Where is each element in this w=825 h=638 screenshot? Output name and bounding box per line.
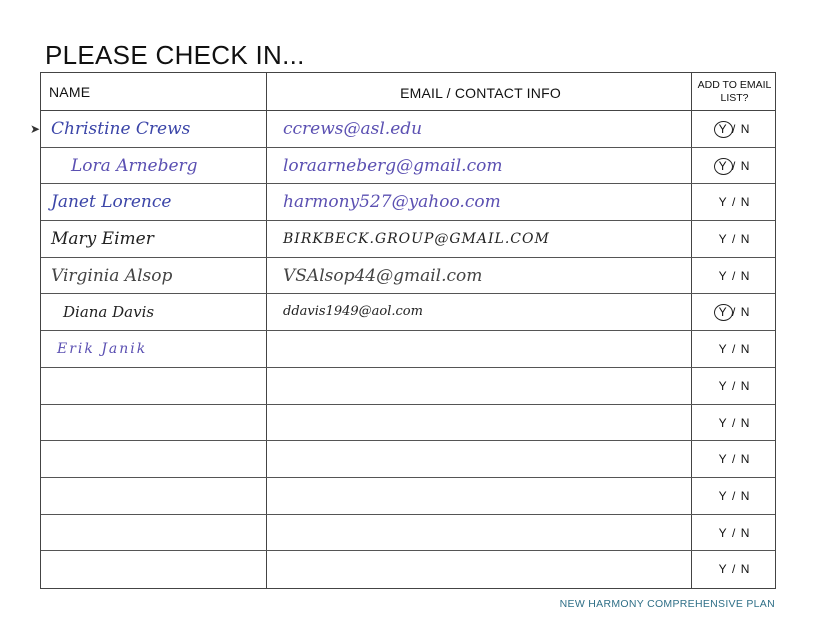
email-cell[interactable]: VSAlsop44@gmail.com	[283, 265, 483, 286]
name-cell[interactable]	[51, 372, 263, 402]
name-cell[interactable]	[51, 482, 263, 512]
yes-no-separator: /	[732, 525, 737, 540]
email-list-choice[interactable]	[692, 294, 777, 330]
email-list-choice[interactable]	[692, 111, 777, 147]
table-row	[41, 478, 775, 515]
yes-option[interactable]: Y	[718, 342, 728, 357]
table-row	[41, 515, 775, 552]
email-list-choice[interactable]	[692, 331, 777, 367]
page-title: PLEASE CHECK IN...	[45, 40, 305, 70]
yes-no-separator: /	[732, 158, 737, 173]
yes-option[interactable]: Y	[718, 268, 728, 283]
name-cell[interactable]: Janet Lorence	[51, 192, 172, 213]
email-list-choice[interactable]	[692, 405, 777, 441]
email-cell[interactable]	[283, 482, 683, 512]
name-cell[interactable]	[51, 519, 263, 549]
yes-no-separator: /	[732, 232, 737, 247]
email-cell[interactable]: BIRKBECK.GROUP@GMAIL.COM	[283, 231, 550, 248]
table-row	[41, 111, 775, 148]
table-header-row	[41, 73, 775, 111]
name-cell[interactable]: Lora Arneberg	[71, 155, 198, 176]
no-option[interactable]: N	[740, 525, 751, 540]
table-row	[41, 368, 775, 405]
name-cell[interactable]: Virginia Alsop	[51, 265, 173, 286]
yes-no-separator: /	[732, 342, 737, 357]
table-row	[41, 258, 775, 295]
name-cell[interactable]: Christine Crews	[51, 119, 191, 139]
yes-option[interactable]: Y	[719, 294, 728, 330]
header-name: NAME	[49, 84, 91, 100]
table-body	[41, 111, 775, 588]
yes-option[interactable]: Y	[718, 562, 728, 577]
header-add-to-email-list	[692, 79, 777, 105]
footer-plan-name: NEW HARMONY COMPREHENSIVE PLAN	[559, 598, 775, 610]
yes-no-separator: /	[732, 195, 737, 210]
yes-no-separator: /	[732, 378, 737, 393]
email-cell[interactable]	[283, 409, 683, 439]
no-option[interactable]: N	[740, 378, 751, 393]
email-list-choice[interactable]	[692, 368, 777, 404]
yes-option[interactable]: Y	[718, 452, 728, 467]
yes-no-separator: /	[732, 415, 737, 430]
email-cell[interactable]	[283, 445, 683, 475]
yes-option[interactable]: Y	[718, 488, 728, 503]
no-option[interactable]: N	[740, 305, 751, 320]
no-option[interactable]: N	[740, 195, 751, 210]
yes-no-separator: /	[732, 488, 737, 503]
yes-no-separator: /	[732, 122, 737, 136]
yes-option[interactable]: Y	[719, 111, 728, 147]
email-list-choice[interactable]	[692, 258, 777, 294]
no-option[interactable]: N	[740, 342, 751, 357]
header-list-line2: LIST?	[720, 92, 749, 104]
yes-option[interactable]: Y	[718, 415, 728, 430]
email-cell[interactable]: loraarneberg@gmail.com	[283, 155, 503, 176]
email-cell[interactable]: ddavis1949@aol.com	[283, 304, 423, 320]
table-row	[41, 148, 775, 185]
header-email-contact: EMAIL / CONTACT INFO	[400, 85, 561, 101]
name-cell[interactable]	[51, 409, 263, 439]
yes-option[interactable]: Y	[718, 195, 728, 210]
email-cell[interactable]: harmony527@yahoo.com	[283, 192, 501, 213]
name-cell[interactable]: Diana Davis	[63, 303, 155, 322]
email-cell[interactable]	[283, 555, 683, 585]
check-in-table	[40, 72, 776, 589]
email-list-choice[interactable]	[692, 221, 777, 257]
name-cell[interactable]: Erik Janik	[57, 341, 148, 358]
name-cell[interactable]	[51, 555, 263, 585]
yes-option[interactable]: Y	[718, 232, 728, 247]
table-row	[41, 441, 775, 478]
name-cell[interactable]	[51, 445, 263, 475]
email-cell[interactable]	[283, 519, 683, 549]
email-list-choice[interactable]	[692, 184, 777, 220]
yes-option[interactable]: Y	[719, 148, 728, 184]
email-list-choice[interactable]	[692, 478, 777, 514]
email-cell[interactable]	[283, 372, 683, 402]
no-option[interactable]: N	[740, 415, 751, 430]
yes-option[interactable]: Y	[718, 378, 728, 393]
no-option[interactable]: N	[740, 158, 751, 173]
table-row	[41, 294, 775, 331]
no-option[interactable]: N	[740, 122, 751, 136]
pen-mark-icon: ➤	[30, 122, 41, 136]
no-option[interactable]: N	[740, 232, 751, 247]
email-list-choice[interactable]	[692, 551, 777, 587]
no-option[interactable]: N	[740, 268, 751, 283]
yes-no-separator: /	[732, 305, 737, 320]
table-row	[41, 551, 775, 588]
yes-no-separator: /	[732, 268, 737, 283]
email-cell[interactable]	[283, 335, 683, 365]
email-list-choice[interactable]	[692, 515, 777, 551]
no-option[interactable]: N	[740, 488, 751, 503]
yes-no-separator: /	[732, 452, 737, 467]
name-cell[interactable]: Mary Eimer	[51, 229, 154, 250]
no-option[interactable]: N	[740, 452, 751, 467]
yes-no-separator: /	[732, 562, 737, 577]
table-row	[41, 405, 775, 442]
table-row	[41, 184, 775, 221]
email-list-choice[interactable]	[692, 148, 777, 184]
email-cell[interactable]: ccrews@asl.edu	[283, 119, 423, 139]
email-list-choice[interactable]	[692, 441, 777, 477]
yes-option[interactable]: Y	[718, 525, 728, 540]
table-row	[41, 221, 775, 258]
header-list-line1: ADD TO EMAIL	[697, 79, 772, 91]
no-option[interactable]: N	[740, 562, 751, 577]
table-row	[41, 331, 775, 368]
